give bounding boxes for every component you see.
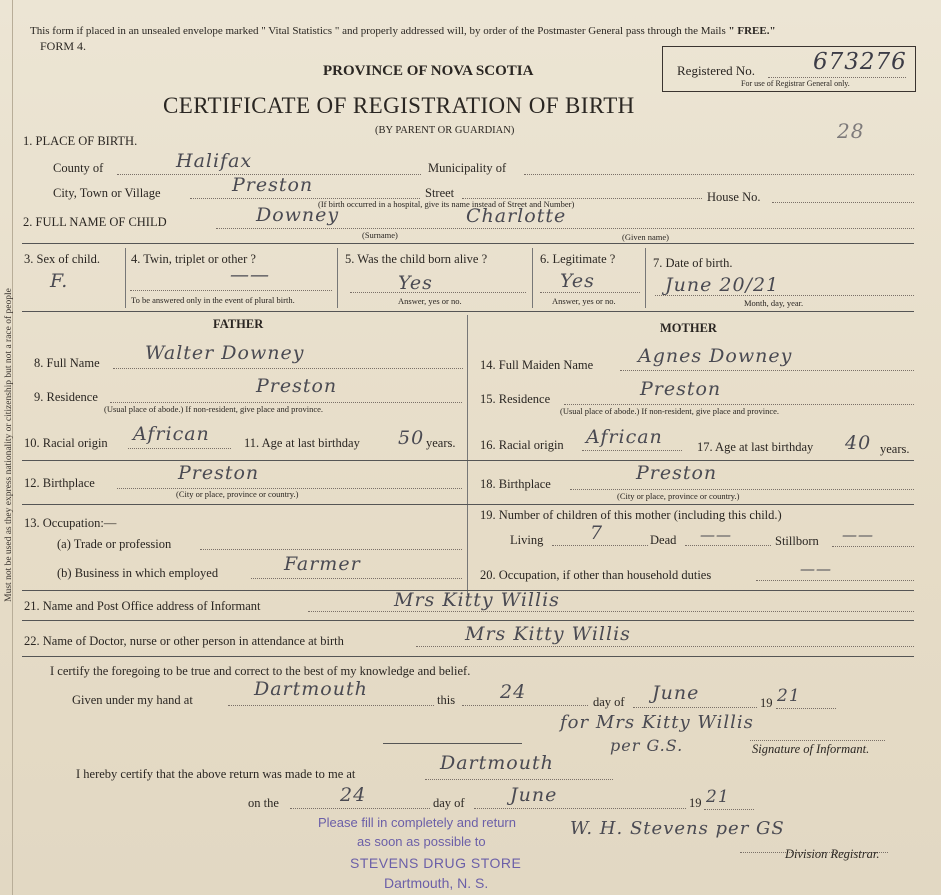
county-value: Halifax — [176, 150, 253, 172]
municipality-label: Municipality of — [428, 161, 507, 175]
registrar-day-of-label: day of — [433, 796, 465, 810]
father-name-label: 8. Full Name — [34, 356, 100, 370]
house-label: House No. — [707, 190, 761, 204]
business-label: (b) Business in which employed — [57, 566, 219, 580]
margin-note: Must not be used as they express nationality or citizenship but not a race of people — [4, 288, 14, 602]
child-name-line — [216, 228, 914, 229]
occupation-label: 13. Occupation:— — [24, 516, 117, 530]
surname-note: (Surname) — [362, 230, 398, 240]
certify-year: 21 — [777, 686, 801, 706]
rule — [22, 311, 914, 312]
living-line — [552, 545, 648, 546]
rule — [337, 248, 338, 308]
alive-note: Answer, yes or no. — [398, 296, 462, 306]
mother-birthplace-label: 18. Birthplace — [480, 477, 551, 491]
page-title: CERTIFICATE OF REGISTRATION OF BIRTH — [163, 93, 635, 118]
registrar-use-note: For use of Registrar General only. — [741, 79, 850, 88]
registrar-place-line — [425, 779, 613, 780]
day-of-label: day of — [593, 695, 625, 709]
father-race: African — [133, 423, 210, 445]
postal-notice-part: and properly addressed will, by order of the Postmaster General pass through the Mails — [342, 25, 726, 37]
page-subtitle: (BY PARENT OR GUARDIAN) — [375, 125, 515, 136]
province-heading: PROVINCE OF NOVA SCOTIA — [323, 63, 534, 79]
child-given-name: Charlotte — [466, 205, 567, 227]
father-residence-line — [110, 402, 462, 403]
year-prefix: 19 — [760, 696, 773, 710]
children-count-label: 19. Number of children of this mother (including this child.) — [480, 508, 782, 522]
informant-signature: for Mrs Kitty Willis — [560, 712, 754, 733]
mother-occupation-line — [756, 580, 914, 581]
father-residence-note: (Usual place of abode.) If non-resident, give place and province. — [104, 404, 324, 414]
twin-label: 4. Twin, triplet or other ? — [131, 252, 256, 266]
registered-label: Registered No. — [677, 63, 755, 78]
twin-value: —— — [230, 264, 270, 286]
postal-notice — [30, 26, 776, 37]
attendant-label: 22. Name of Doctor, nurse or other person in attendance at birth — [24, 634, 344, 648]
father-name: Walter Downey — [145, 342, 305, 364]
dob-label: 7. Date of birth. — [653, 256, 733, 270]
place-of-birth-label: 1. PLACE OF BIRTH. — [23, 134, 138, 148]
registrar-day-line — [290, 808, 430, 809]
living-label: Living — [510, 533, 544, 547]
father-age-unit: years. — [426, 436, 456, 450]
mother-occupation-label: 20. Occupation, if other than household duties — [480, 568, 712, 582]
mother-birthplace-note: (City or place, province or country.) — [617, 491, 740, 501]
dead-line — [685, 545, 771, 546]
postal-free: " FREE." — [728, 25, 776, 37]
father-age: 50 — [398, 427, 425, 449]
rule — [532, 248, 533, 308]
dead-value: —— — [700, 526, 732, 544]
stamp-line-1: Please fill in completely and return — [318, 815, 516, 830]
stillborn-value: —— — [842, 526, 874, 544]
division-registrar-label: Division Registrar. — [785, 847, 880, 861]
city-label: City, Town or Village — [53, 186, 161, 200]
registrar-place: Dartmouth — [440, 752, 554, 774]
father-heading: FATHER — [213, 317, 264, 331]
mother-age-label: 17. Age at last birthday — [697, 440, 814, 454]
twin-note: To be answered only in the event of plural birth. — [131, 295, 295, 305]
on-the-label: on the — [248, 796, 279, 810]
given-place: Dartmouth — [254, 678, 368, 700]
informant-name: Mrs Kitty Willis — [394, 589, 560, 611]
form-number: FORM 4. — [40, 39, 87, 53]
business-line — [251, 578, 462, 579]
child-name-label: 2. FULL NAME OF CHILD — [23, 215, 167, 229]
county-label: County of — [53, 161, 104, 175]
mother-residence-label: 15. Residence — [480, 392, 551, 406]
legitimate-note: Answer, yes or no. — [552, 296, 616, 306]
postal-notice-quoted: " Vital Statistics " — [261, 25, 340, 37]
certify-month: June — [652, 682, 700, 704]
registration-box — [662, 46, 916, 92]
sex-value: F. — [50, 270, 69, 292]
informant-label: 21. Name and Post Office address of Informant — [24, 599, 261, 613]
legitimate-line — [540, 292, 640, 293]
postal-notice-part: This form if placed in an unsealed envelope marked — [30, 25, 259, 37]
mother-age-unit: years. — [880, 442, 910, 456]
municipality-line — [524, 174, 914, 175]
registrar-statement: I hereby certify that the above return was made to me at — [76, 767, 356, 781]
trade-label: (a) Trade or profession — [57, 537, 172, 551]
registrar-month-line — [474, 808, 686, 809]
stamp-line-4: Dartmouth, N. S. — [384, 875, 489, 891]
mother-name: Agnes Downey — [638, 345, 793, 367]
mother-race-label: 16. Racial origin — [480, 438, 564, 452]
stillborn-label: Stillborn — [775, 534, 819, 548]
city-value: Preston — [232, 174, 314, 196]
mother-residence: Preston — [640, 378, 722, 400]
attendant-line — [416, 646, 914, 647]
dob-line — [655, 295, 914, 296]
registrar-year: 21 — [706, 787, 730, 807]
rule — [125, 248, 126, 308]
legitimate-value: Yes — [560, 270, 595, 292]
father-residence-label: 9. Residence — [34, 390, 98, 404]
stamp-line-3: STEVENS DRUG STORE — [350, 855, 522, 871]
dob-note: Month, day, year. — [744, 298, 804, 308]
informant-signature-per: per G.S. — [610, 736, 684, 755]
rule — [645, 248, 646, 308]
mother-heading: MOTHER — [660, 321, 717, 335]
twin-line — [130, 290, 332, 291]
father-business: Farmer — [284, 553, 361, 575]
living-value: 7 — [590, 522, 604, 544]
stamp-line-2: as soon as possible to — [357, 834, 486, 849]
parents-divider — [467, 315, 468, 595]
signature-informant-label: Signature of Informant. — [752, 742, 870, 756]
mother-name-label: 14. Full Maiden Name — [480, 358, 594, 372]
alive-line — [350, 292, 526, 293]
dead-label: Dead — [650, 533, 677, 547]
father-name-line — [113, 368, 463, 369]
father-race-label: 10. Racial origin — [24, 436, 108, 450]
legitimate-label: 6. Legitimate ? — [540, 252, 616, 266]
rule — [22, 656, 914, 657]
informant-line — [308, 611, 914, 612]
registered-number: 673276 — [813, 49, 907, 75]
signature-rule — [383, 743, 522, 744]
this-label: this — [437, 693, 456, 707]
mother-birthplace: Preston — [636, 462, 718, 484]
stillborn-line — [832, 546, 914, 547]
rule — [22, 620, 914, 621]
certify-day: 24 — [500, 681, 527, 703]
rule — [22, 243, 914, 244]
father-residence: Preston — [256, 375, 338, 397]
sex-label: 3. Sex of child. — [24, 252, 101, 266]
father-birthplace: Preston — [178, 462, 260, 484]
registrar-month: June — [510, 784, 558, 806]
corner-mark: 28 — [837, 119, 865, 143]
father-age-label: 11. Age at last birthday — [244, 436, 360, 450]
rule — [22, 504, 914, 505]
father-race-line — [128, 448, 231, 449]
mother-race: African — [586, 426, 663, 448]
mother-residence-note: (Usual place of abode.) If non-resident, give place and province. — [560, 406, 780, 416]
registrar-year-prefix: 19 — [689, 796, 702, 810]
rule — [22, 460, 914, 461]
mother-name-line — [620, 370, 914, 371]
alive-label: 5. Was the child born alive ? — [345, 252, 488, 266]
mother-birthplace-line — [570, 489, 914, 490]
given-note: (Given name) — [622, 232, 669, 242]
mother-residence-line — [564, 404, 914, 405]
year-line — [776, 708, 836, 709]
registrar-signature: W. H. Stevens per GS — [570, 818, 785, 839]
dob-value: June 20/21 — [665, 274, 780, 296]
street-label: Street — [425, 186, 455, 200]
certify-statement: I certify the foregoing to be true and correct to the best of my knowledge and belief. — [50, 664, 471, 678]
mother-occupation: —— — [800, 560, 832, 578]
mother-race-line — [582, 450, 682, 451]
signature-line — [750, 740, 885, 741]
house-line — [772, 202, 914, 203]
mother-age: 40 — [845, 432, 872, 454]
registrar-day: 24 — [340, 784, 367, 806]
given-under-label: Given under my hand at — [72, 693, 193, 707]
attendant-name: Mrs Kitty Willis — [465, 623, 631, 645]
child-surname: Downey — [256, 204, 340, 226]
registered-line — [768, 77, 906, 78]
father-birthplace-label: 12. Birthplace — [24, 476, 95, 490]
day-line — [462, 705, 588, 706]
trade-line — [200, 549, 462, 550]
father-birthplace-note: (City or place, province or country.) — [176, 489, 299, 499]
hospital-note: (If birth occurred in a hospital, give its name instead of Street and Number) — [318, 199, 575, 209]
given-place-line — [228, 705, 434, 706]
registrar-year-line — [704, 809, 754, 810]
alive-value: Yes — [398, 272, 433, 294]
month-line — [633, 707, 757, 708]
